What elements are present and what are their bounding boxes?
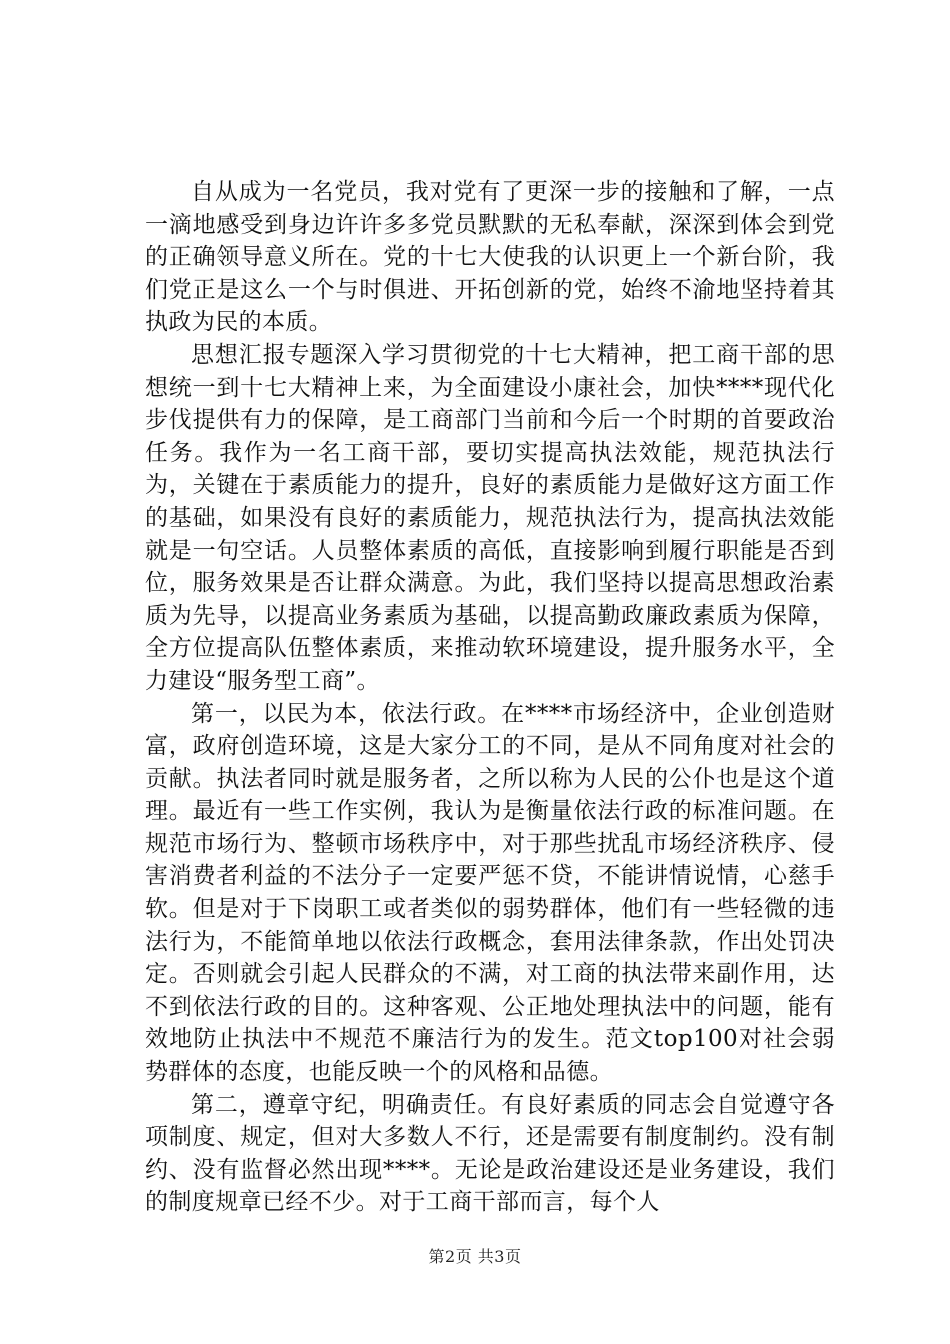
paragraph-1: 自从成为一名党员，我对党有了更深一步的接触和了解，一点一滴地感受到身边许许多多党员默默的无私奉献，深深到体会到党的正确领导意义所在。党的十七大使我的认识更上一个新台阶，我们党正是这么一个与时俱进、开拓创新的党，始终不渝地坚持着其执政为民的本质。: [145, 179, 835, 336]
document-body: [145, 176, 835, 1219]
paragraph-2: 思想汇报专题深入学习贯彻党的十七大精神，把工商干部的思想统一到十七大精神上来，为全面建设小康社会，加快****现代化步伐提供有力的保障，是工商部门当前和今后一个时期的首要政治任务。我作为一名工商干部，要切实提高执法效能，规范执法行为，关键在于素质能力的提升，良好的素质能力是做好这方面工作的基础，如果没有良好的素质能力，规范执法行为，提高执法效能就是一句空话。人员整体素质的高低，直接影响到履行职能是否到位，服务效果是否让群众满意。为此，我们坚持以提高思想政治素质为先导，以提高业务素质为基础，以提高勤政廉政素质为保障，全方位提高队伍整体素质，来推动软环境建设，提升服务水平，全力建设“服务型工商”。: [145, 341, 835, 694]
paragraph-4: 第二，遵章守纪，明确责任。有良好素质的同志会自觉遵守各项制度、规定，但对大多数人不行，还是需要有制度制约。没有制约、没有监督必然出现****。无论是政治建设还是业务建设，我们的制度规章已经不少。对于工商干部而言，每个人: [145, 1091, 835, 1216]
paragraph-3: 第一，以民为本，依法行政。在****市场经济中，企业创造财富，政府创造环境，这是大家分工的不同，是从不同角度对社会的贡献。执法者同时就是服务者，之所以称为人民的公仆也是这个道理。最近有一些工作实例，我认为是衡量依法行政的标准问题。在规范市场行为、整顿市场秩序中，对于那些扰乱市场经济秩序、侵害消费者利益的不法分子一定要严惩不贷，不能讲情说情，心慈手软。但是对于下岗职工或者类似的弱势群体，他们有一些轻微的违法行为，不能简单地以依法行政概念，套用法律条款，作出处罚决定。否则就会引起人民群众的不满，对工商的执法带来副作用，达不到依法行政的目的。这种客观、公正地处理执法中的问题，能有效地防止执法中不规范不廉洁行为的发生。范文top100对社会弱势群体的态度，也能反映一个的风格和品德。: [145, 700, 835, 1086]
page-footer: 第2页 共3页: [428, 1247, 522, 1266]
